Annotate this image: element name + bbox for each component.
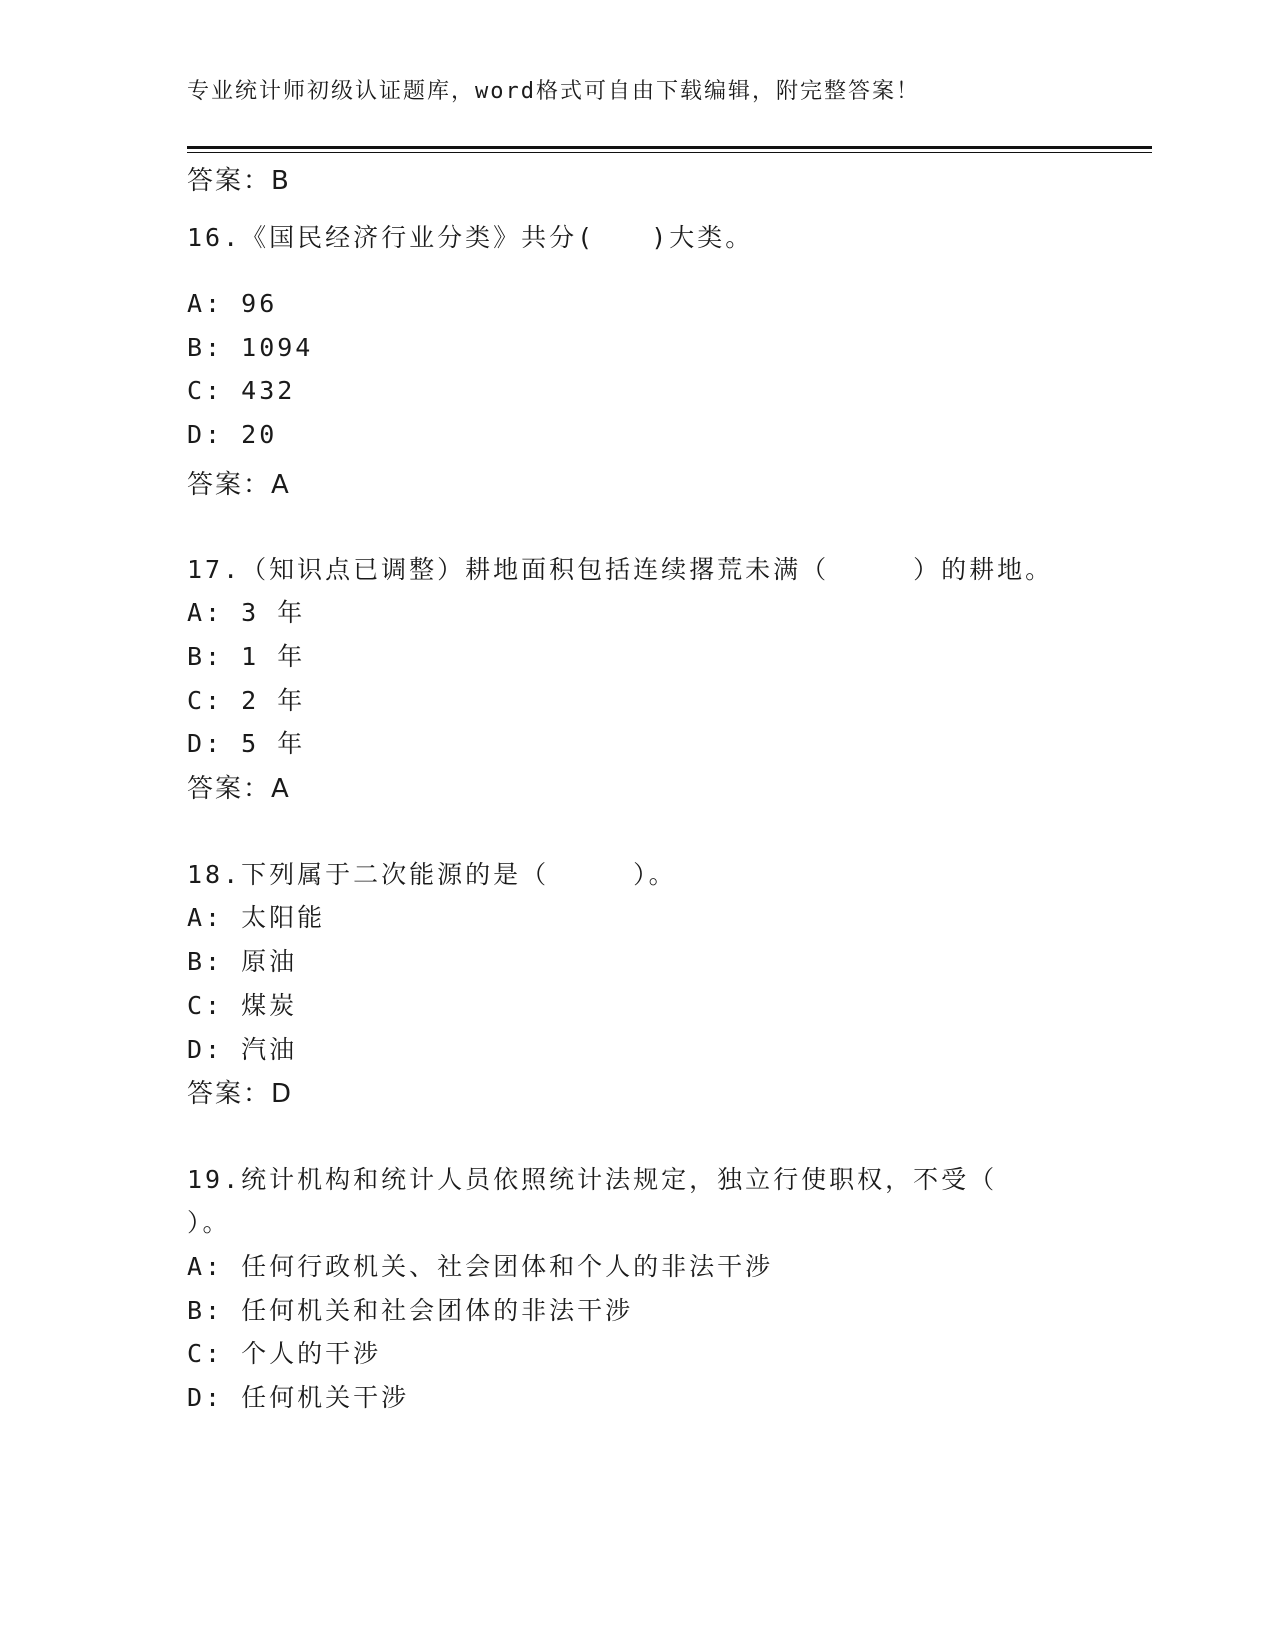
- page-header: 专业统计师初级认证题库，word格式可自由下载编辑，附完整答案！: [187, 79, 920, 104]
- question-17-option-d: D: 5 年: [187, 729, 306, 758]
- question-16-option-b: B: 1094: [187, 333, 314, 362]
- question-17-option-c: C: 2 年: [187, 686, 306, 715]
- question-18-option-d: D: 汽油: [187, 1035, 298, 1064]
- question-19-stem: 19.统计机构和统计人员依照统计法规定，独立行使职权，不受（: [187, 1165, 998, 1194]
- question-19-option-c: C: 个人的干涉: [187, 1339, 382, 1368]
- question-19-stem-cont: ）。: [187, 1208, 231, 1237]
- question-19-option-d: D: 任何机关干涉: [187, 1383, 410, 1412]
- header-rule-thick: [187, 146, 1152, 149]
- question-16-option-c: C: 432: [187, 376, 296, 405]
- question-19-option-b: B: 任何机关和社会团体的非法干涉: [187, 1296, 634, 1325]
- question-18-stem: 18.下列属于二次能源的是（ ）。: [187, 860, 677, 889]
- question-16-option-d: D: 20: [187, 420, 278, 449]
- question-16-option-a: A: 96: [187, 289, 278, 318]
- question-18-option-a: A: 太阳能: [187, 903, 326, 932]
- question-16-stem: 16.《国民经济行业分类》共分( )大类。: [187, 223, 754, 252]
- question-18-answer: 答案：D: [187, 1079, 294, 1109]
- question-18-option-b: B: 原油: [187, 947, 298, 976]
- question-16-answer: 答案：A: [187, 470, 291, 500]
- question-17-stem: 17.（知识点已调整）耕地面积包括连续撂荒未满（ ）的耕地。: [187, 555, 1054, 584]
- question-19-option-a: A: 任何行政机关、社会团体和个人的非法干涉: [187, 1252, 774, 1281]
- header-rule-thin: [187, 152, 1152, 153]
- question-18-option-c: C: 煤炭: [187, 991, 298, 1020]
- question-17-answer: 答案：A: [187, 774, 291, 804]
- question-17-option-a: A: 3 年: [187, 598, 306, 627]
- question-17-option-b: B: 1 年: [187, 642, 306, 671]
- answer-prev: 答案：B: [187, 166, 291, 196]
